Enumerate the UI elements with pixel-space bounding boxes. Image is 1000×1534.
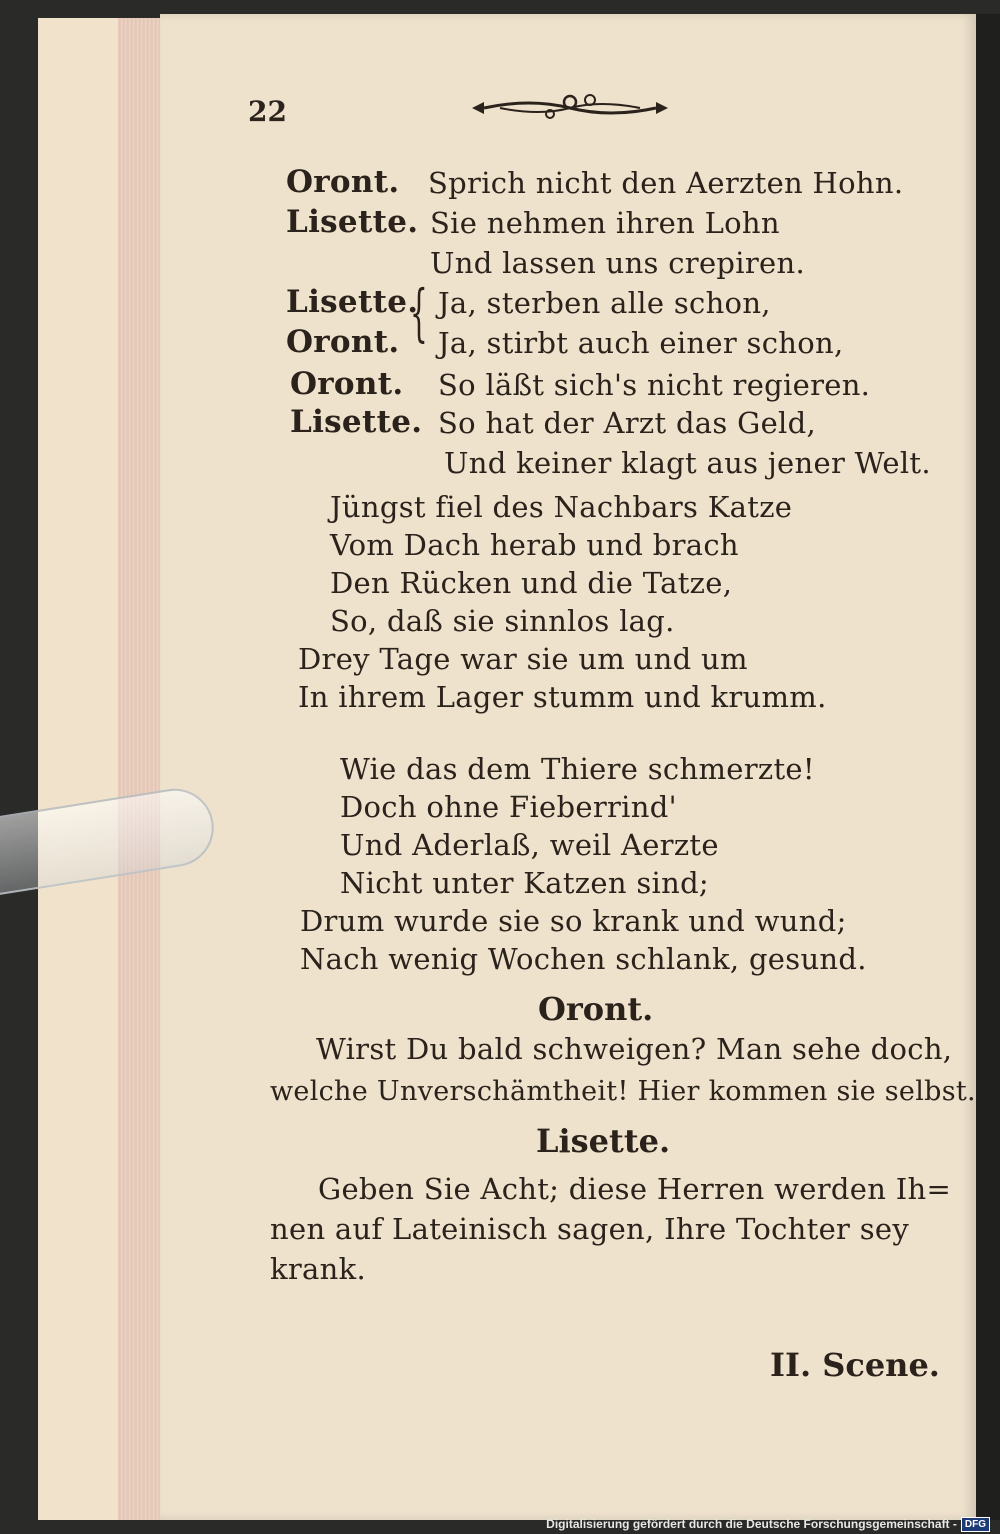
ornament-icon	[470, 90, 670, 126]
footer-credit	[546, 1514, 990, 1534]
brace-icon: {	[410, 276, 428, 349]
speaker-label: Oront.	[286, 164, 400, 200]
dialogue-line: Ja, sterben alle schon,	[438, 286, 771, 320]
dialogue-line: Und lassen uns crepiren.	[430, 246, 805, 280]
facing-page-edge	[38, 18, 120, 1520]
dialogue-line: Sie nehmen ihren Lohn	[430, 206, 780, 240]
verse-line: In ihrem Lager stumm und krumm.	[298, 680, 827, 714]
verse-line: Nach wenig Wochen schlank, gesund.	[300, 942, 867, 976]
footer-text: Digitalisierung gefördert durch die Deutsche Forschungsgemeinschaft -	[546, 1517, 957, 1531]
dialogue-line: Ja, stirbt auch einer schon,	[438, 326, 844, 360]
verse-line: Und Aderlaß, weil Aerzte	[340, 828, 719, 862]
speaker-heading: Oront.	[538, 990, 654, 1028]
verse-line: Drum wurde sie so krank und wund;	[300, 904, 847, 938]
dialogue-line: So hat der Arzt das Geld,	[438, 406, 816, 440]
verse-line: Doch ohne Fieberrind'	[340, 790, 677, 824]
prose-line: Wirst Du bald schweigen? Man sehe doch,	[316, 1032, 953, 1066]
prose-line: Geben Sie Acht; diese Herren werden Ih=	[318, 1172, 952, 1206]
verse-line: So, daß sie sinnlos lag.	[330, 604, 675, 638]
prose-line: welche Unverschämtheit! Hier kommen sie selbst.	[270, 1076, 976, 1107]
verse-line: Vom Dach herab und brach	[330, 528, 739, 562]
speaker-label: Oront.	[286, 324, 400, 360]
dialogue-line: So läßt sich's nicht regieren.	[438, 368, 871, 402]
page-stack-edges	[118, 18, 163, 1520]
page-number: 22	[248, 95, 287, 128]
dfg-logo: DFG	[961, 1517, 990, 1532]
catchword: II. Scene.	[770, 1346, 940, 1384]
verse-line: Drey Tage war sie um und um	[298, 642, 748, 676]
prose-line: krank.	[270, 1252, 366, 1286]
dialogue-line: Und keiner klagt aus jener Welt.	[444, 446, 931, 480]
scan-border	[976, 14, 1000, 1520]
speaker-label: Oront.	[290, 366, 404, 402]
verse-line: Wie das dem Thiere schmerzte!	[340, 752, 815, 786]
speaker-label: Lisette.	[286, 284, 419, 320]
prose-line: nen auf Lateinisch sagen, Ihre Tochter sey	[270, 1212, 910, 1246]
verse-line: Nicht unter Katzen sind;	[340, 866, 710, 900]
speaker-heading: Lisette.	[536, 1122, 671, 1160]
dialogue-line: Sprich nicht den Aerzten Hohn.	[428, 166, 904, 200]
verse-line: Den Rücken und die Tatze,	[330, 566, 733, 600]
speaker-label: Lisette.	[290, 404, 423, 440]
speaker-label: Lisette.	[286, 204, 419, 240]
verse-line: Jüngst fiel des Nachbars Katze	[330, 490, 793, 524]
